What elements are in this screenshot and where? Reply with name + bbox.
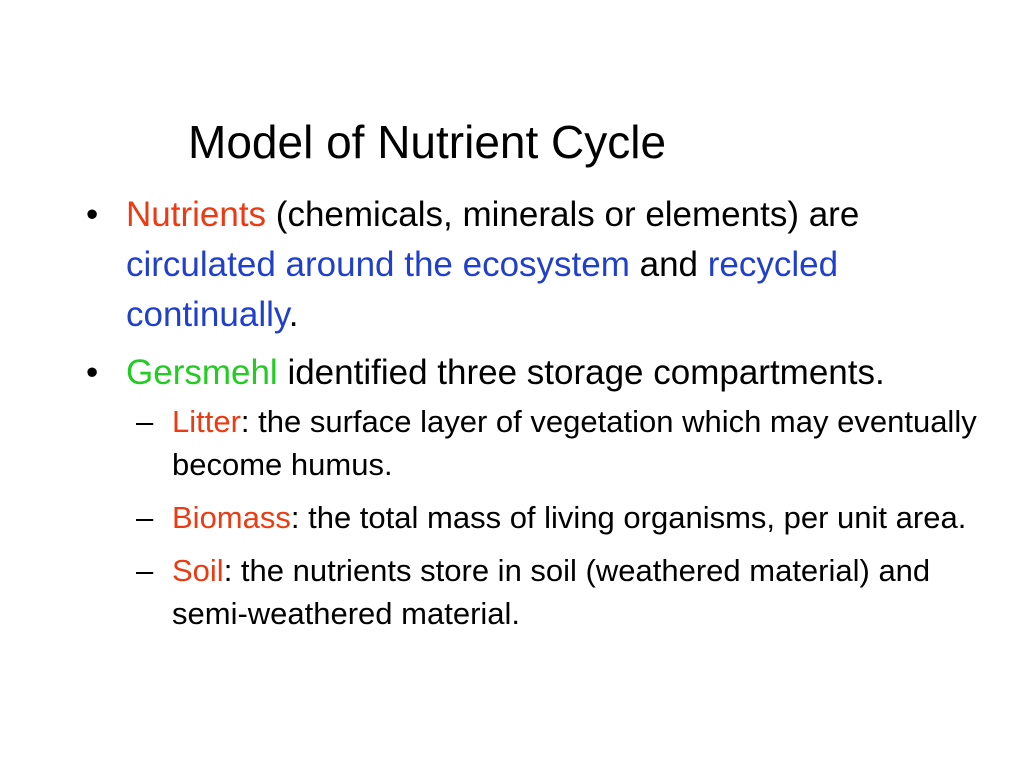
dash-marker: – bbox=[136, 500, 154, 535]
highlight-recycled: recycled continually bbox=[126, 245, 839, 334]
bullet-list bbox=[84, 190, 984, 645]
bullet-marker: • bbox=[86, 195, 99, 234]
sub-bullet-list bbox=[84, 400, 984, 635]
sub-bullet-litter bbox=[84, 400, 984, 486]
bullet-text: identified three storage compartments. bbox=[277, 353, 885, 392]
dash-marker: – bbox=[136, 553, 154, 588]
sub-bullet-text: : the surface layer of vegetation which may eventually become humus. bbox=[172, 404, 977, 482]
term-litter: Litter bbox=[172, 404, 241, 439]
bullet-text: and bbox=[629, 245, 708, 284]
sub-bullet-text: : the nutrients store in soil (weathered material) and semi-weathered material. bbox=[172, 553, 931, 631]
term-gersmehl: Gersmehl bbox=[126, 353, 278, 392]
bullet-text: (chemicals, minerals or elements) are bbox=[266, 195, 860, 234]
sub-bullet-text: : the total mass of living organisms, per unit area. bbox=[290, 500, 967, 535]
bullet-nutrients bbox=[84, 190, 984, 340]
sub-bullet-biomass bbox=[84, 496, 984, 539]
term-soil: Soil bbox=[172, 553, 224, 588]
slide-title: Model of Nutrient Cycle bbox=[188, 116, 667, 168]
dash-marker: – bbox=[136, 404, 154, 439]
highlight-circulated: circulated around the ecosystem bbox=[126, 245, 630, 284]
bullet-marker: • bbox=[86, 353, 99, 392]
term-nutrients: Nutrients bbox=[126, 195, 267, 234]
sub-bullet-soil bbox=[84, 549, 984, 635]
bullet-gersmehl bbox=[84, 348, 984, 398]
term-biomass: Biomass bbox=[172, 500, 291, 535]
bullet-text: . bbox=[288, 295, 299, 334]
